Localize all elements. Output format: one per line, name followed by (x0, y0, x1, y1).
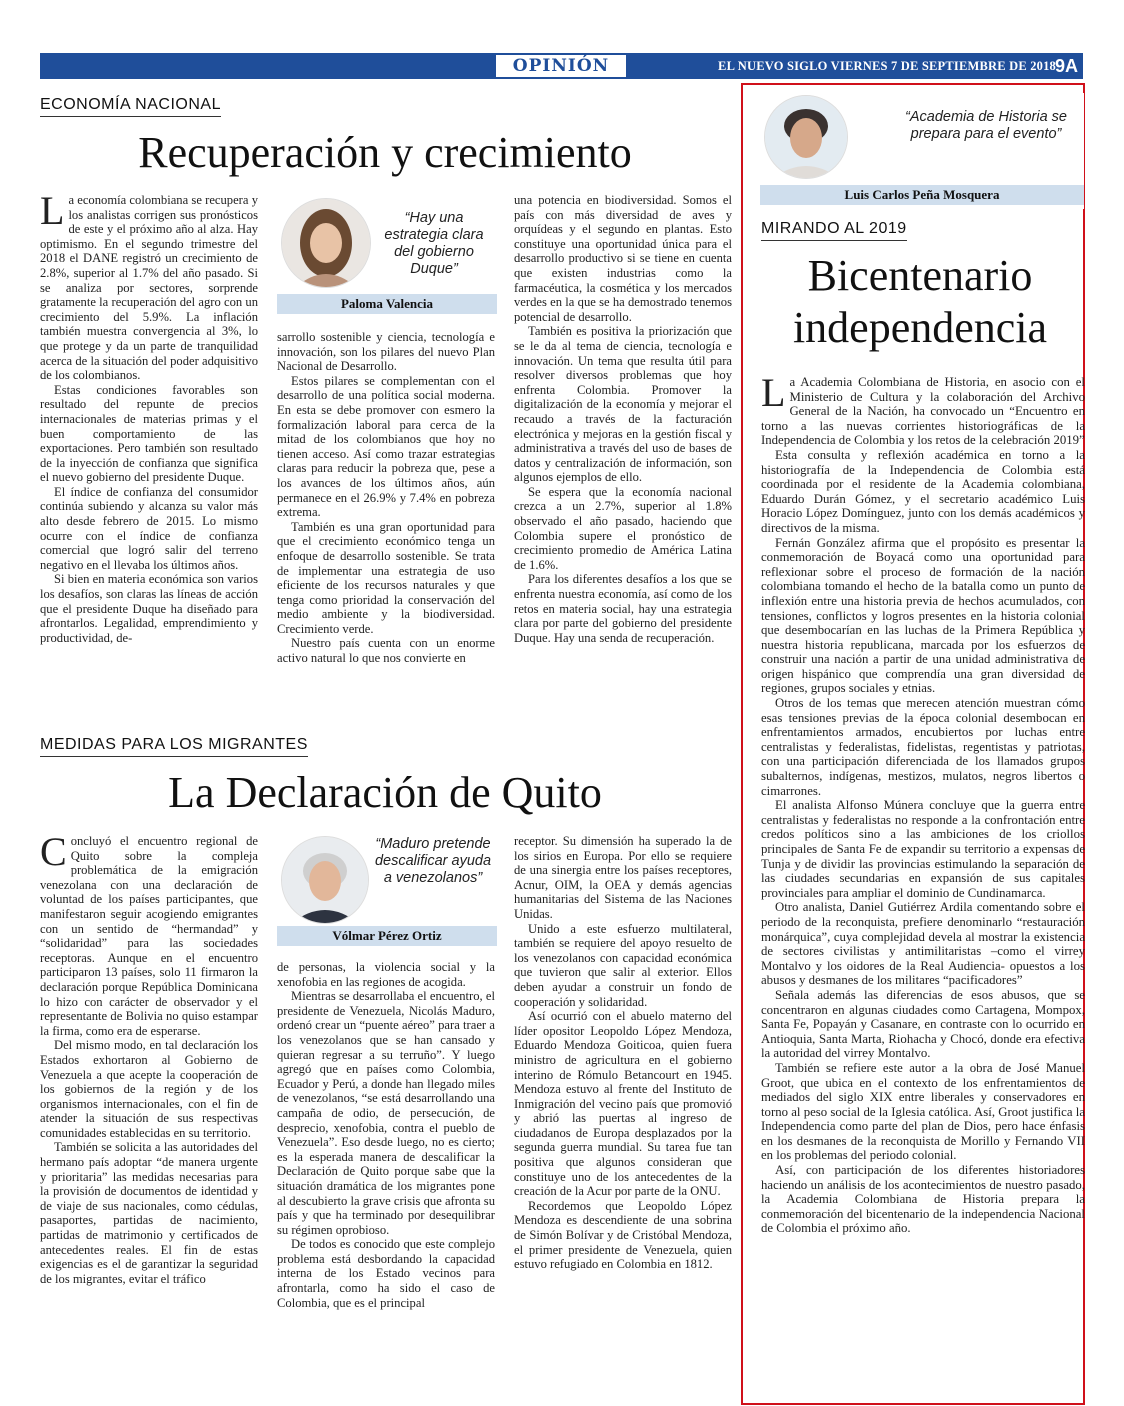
paragraph: También se solicita a las autoridades del hermano país adoptar “de manera urgente y prioritaria” las medidas necesarias para la provisión de documentos de identidad y de viaje de sus nacionales, como cédulas, pasaportes, partidas de nacimiento, partidas de matrimonio y certificados de antecedentes reales. El fin de estas exigencias es el de garantizar la seguridad de los migrantes, evitar el tráfico (40, 1140, 258, 1286)
paragraph: También es una gran oportunidad para que el crecimiento económico tenga un enfoque de desarrollo sostenible. Se trata de implementar una estrategia de uso eficiente de los recursos naturales y que tenga como prioridad la conservación del medio ambiente y la biodiversidad. Crecimiento verde. (277, 519, 495, 636)
pull-quote-box (760, 93, 1084, 209)
paragraph: Otro analista, Daniel Gutiérrez Ardila comentando sobre el periodo de la reconquista, prefiere denominarlo “restauración monárquica”, cuya complejidad devela al mostrar la existencia de sectores civilistas y antimilitaristas –como el virrey Montalvo y los oidores de la Real Audiencia- opuestos a los abusos y desmanes de los militares “pacificadores” (761, 900, 1085, 988)
paragraph: Así, con participación de los diferentes historiadores haciendo un análisis de los acontecimientos de nuestro pasado, la Academia Colombiana de Historia prepara la conmemoración del bicentenario de la independencia Nacional de Colombia el próximo año. (761, 1163, 1085, 1236)
article2-headline: La Declaración de Quito (168, 768, 602, 817)
paragraph: Nuestro país cuenta con un enorme activo natural lo que nos convierte en (277, 636, 495, 666)
page-number: 9A (1054, 56, 1078, 76)
pull-quote-box (277, 190, 497, 316)
drop-cap: C (40, 834, 67, 874)
article3-body (761, 375, 1085, 1350)
paragraph: Esta consulta y reflexión académica en torno a la historiografía de la Independencia de Colombia está coordinada por el residente de la Academia colombiana, Eduardo Durán Gómez, y el secretario académico Luis Horacio López Domínguez, junto con los demás académicos y directivos de la misma. (761, 447, 1085, 535)
paragraph: Así ocurrió con el abuelo materno del líder opositor Leopoldo López Mendoza, Eduardo Mendoza Goiticoa, quien fuera ministro de agricultura en el gobierno interino de Rómulo Betancourt en 1945. Mendoza estuvo al frente del Instituto de Inmigración del vecino país que promovió y abrió las puertas al ingreso de ciudadanos de Europa desplazados por la segunda guerra mundial. Su tarea fue tan positiva que algunos consideran que constituye uno de los antecedentes de la creación de la Acur por parte de la ONU. (514, 1009, 732, 1199)
paragraph: También es positiva la priorización que se le da al tema de ciencia, tecnología e innovación. Un tema que resulta útil para resolver diversos problemas que hoy enfrenta Colombia. Promover la digitalización de la economía y mejorar el recaudo a través de la facturación electrónica y mejoras en la gestión fiscal y administrativa a través del uso de bases de datos y centralización de información, son algunos ejemplos de ello. (514, 324, 732, 485)
paragraph: El analista Alfonso Múnera concluye que la guerra entre centralistas y federalistas no responde a la confrontación entre credos políticos sino a las ambiciones de los criollos principales de Santa Fe de expandir su territorio a expensas de Tunja y de dividir las provincias estimulando la separación de las ciudades secundarias en expansión de sus capitales provinciales para ampliar el dominio de Cundinamarca. (761, 798, 1085, 900)
headline-line: independencia (792, 303, 1048, 352)
paragraph: Otros de los temas que merecen atención muestran cómo esas tensiones previas de la época colonial desembocan en enfrentamientos armados, encubiertos por luchas entre centralistas y federalistas, fidelistas, regentistas y patriotas, con una participación diferenciada de los llamados grupos subalternos, indígenas, mestizos, mulatos, negros libertos o cimarrones. (761, 696, 1085, 798)
author-name: Paloma Valencia (277, 294, 497, 314)
paragraph: Se espera que la economía nacional crezca a un 2.7%, superior al 1.8% observado el año pasado, haciendo que Colombia supere el pronóstico de crecimiento promedio de América Latina de 1.6%. (514, 484, 732, 572)
paragraph: Recordemos que Leopoldo López Mendoza es descendiente de una sobrina de Simón Bolívar y de Cristóbal Mendoza, el primer presidente de Venezuela, quien estuvo refugiado en Colombia en 1812. (514, 1198, 732, 1272)
paragraph: una potencia en biodiversidad. Somos el país con más diversidad de aves y orquídeas y el segundo en plantas. Esto constituye una oportunidad única para el desarrollo productivo si se tiene en cuenta que existen industrias como la farmacéutica, la cosmética y los mercados verdes en la que se ha demostrado tenemos potencial de desarrollo. (514, 193, 732, 324)
article3-kicker: MIRANDO AL 2019 (761, 219, 907, 241)
article2-kicker: MEDIDAS PARA LOS MIGRANTES (40, 735, 308, 757)
paragraph: Mientras se desarrollaba el encuentro, el presidente de Venezuela, Nicolás Maduro, ordenó crear un “puente aéreo” para traer a los venezolanos que se han cansado y quieran regresar a su terruño”. Y luego agregó que en países como Colombia, Ecuador y Perú, a donde han llegado miles de venezolanos, “se está desarrollando una campaña de odio, de persecución, de desprecio, xenofobia, contra el pueblo de Venezuela”. Eso desde luego, no es cierto; es la esperada manera de descalificar la Declaración de Quito porque sabe que la situación dramática de los migrantes pone al descubierto la grave crisis que afronta su país y que ha terminado por desequilibrar su régimen oprobioso. (277, 989, 495, 1237)
author-name: Luis Carlos Peña Mosquera (760, 185, 1084, 205)
paragraph: Del mismo modo, en tal declaración los Estados exhortaron al Gobierno de Venezuela a que acepte la cooperación de los gobiernos de la región y de los organismos internacionales, con el fin de atender la situación de sus respectivas comunidades establecidas en su territorio. (40, 1038, 258, 1140)
pull-quote: “Academia de Historia se prepara para el evento” (905, 109, 1067, 142)
section-label: OPINIÓN (496, 55, 626, 77)
author-portrait (764, 95, 848, 179)
author-name: Vólmar Pérez Ortiz (277, 926, 497, 946)
article1-column-2 (277, 330, 495, 692)
article1-column-1 (40, 193, 258, 693)
drop-cap: L (761, 375, 786, 415)
paragraph: a Academia Colombiana de Historia, en asocio con el Ministerio de Cultura y la colaboración del Archivo General de la Nación, ha convocado un “Encuentro en torno a las nuevas corrientes historiográficas de la Independencia de Colombia y los retos de la celebración 2019” (761, 375, 1085, 448)
paragraph: El índice de confianza del consumidor continúa subiendo y alcanza su valor más alto desde febrero de 2015. Lo mismo ocurre con el índice de confianza comercial que logró salir del terreno negativo en el llevaba los últimos años. (40, 484, 258, 572)
article1-column-3 (514, 193, 732, 693)
article1-headline: Recuperación y crecimiento (138, 128, 632, 177)
pull-quote-box (277, 832, 497, 946)
author-portrait (281, 836, 369, 924)
headline-line: Bicentenario (807, 251, 1033, 300)
paragraph: Fernán González afirma que el propósito es presentar la conmemoración de Boyacá como una oportunidad para reflexionar sobre el proceso de formación de la nación colombiana tomando el hecho de la batalla como un punto de inflexión entre una historia previa de hechos acumulados, con tensiones, conflictos y logros presentes en la historia colonial que desembocarían en las luchas de la Primera República y nuestra historia republicana, marcada por los esfuerzos de construir una nación a partir de una unidad administrativa de origen hispánico que comprendía una gran diversidad de regiones, grupos sociales y etnias. (761, 535, 1085, 696)
paragraph: de personas, la violencia social y la xenofobia en las regiones de acogida. (277, 960, 495, 989)
paragraph: Señala además las diferencias de esos abusos, que se concentraron en algunas ciudades como Cartagena, Mompox, Santa Fe, Popayán y Casanare, en contraste con lo ocurrido en Antioquia, Santa Marta, Riohacha y Chocó, donde era efectiva la autoridad del virrey Montalvo. (761, 987, 1085, 1061)
paragraph: oncluyó el encuentro regional de Quito sobre la compleja problemática de la emigración venezolana con una declaración de voluntad de los países participantes, que manifestaron seguir acogiendo emigrantes con un sentido de “hermandad” y “solidaridad” para las sociedades receptoras. Aunque en el encuentro participaron 13 países, solo 11 firmaron la declaración porque República Dominicana lo hizo con carácter de observador y el representante de Bolivia no quiso estampar la firma, como era de esperarse. (40, 834, 258, 1038)
author-portrait (281, 198, 371, 288)
article3-headline (755, 250, 1085, 354)
pull-quote: “Hay una estrategia clara del gobierno Duque” (384, 210, 484, 277)
paragraph: Estas condiciones favorables son resultado del repunte de precios internacionales de materias primas y el buen comportamiento de las exportaciones. Pero también son resultado de la inyección de confianza que significa el nuevo gobierno del presidente Duque. (40, 382, 258, 485)
article2-column-1 (40, 834, 258, 1354)
article2-column-3 (514, 834, 732, 1354)
paragraph: a economía colombiana se recupera y los analistas corrigen sus pronósticos de este y el próximo año al alza. Hay optimismo. En el segundo trimestre del 2018 el DANE registró un crecimiento de 2.8%, superior al 1.7% del año pasado. Si se analiza por sectores, sorprende gratamente la recuperación del agro con un crecimiento del 5.9%. La inflación también muestra convergencia al 3%, lo que protege y da un parte de tranquilidad acerca de la situación del poder adquisitivo de los colombianos. (40, 193, 258, 383)
paragraph: Estos pilares se complementan con el desarrollo de una política social moderna. En esta se debe promover con esmero la formalización laboral para cerca de la mitad de los colombianos que hoy no tienen acceso. Así como trazar estrategias claras para reducir la pobreza que, pese a los avances de los últimos años, aún permanece en el 26.9% y 7.4% en pobreza extrema. (277, 373, 495, 520)
paragraph: De todos es conocido que este complejo problema está desbordando la capacidad interna de los Estado vecinos para afrontarla, como ha sido el caso de Colombia, que es el principal (277, 1237, 495, 1310)
pull-quote: “Maduro pretende descalificar ayuda a venezolanos” (374, 836, 492, 886)
article1-kicker: ECONOMÍA NACIONAL (40, 95, 221, 117)
drop-cap: L (40, 193, 65, 233)
paper-date-line: EL NUEVO SIGLO VIERNES 7 DE SEPTIEMBRE DE 2018 (718, 59, 1056, 73)
paragraph: Unido a este esfuerzo multilateral, también se requiere del apoyo resuelto de los venezolanos con capacidad económica que tuvieron que salir al exterior. Ellos deben ayudar a construir un fondo de cooperación y solidaridad. (514, 921, 732, 1009)
article2-column-2 (277, 960, 495, 1356)
paragraph: sarrollo sostenible y ciencia, tecnología e innovación, son los pilares del nuevo Plan Nacional de Desarrollo. (277, 330, 495, 374)
paragraph: Para los diferentes desafíos a los que se enfrenta nuestra economía, así como de los retos en materia social, hay una estrategia clara por parte del gobierno del presidente Duque. Hay una senda de recuperación. (514, 572, 732, 645)
paragraph: También se refiere este autor a la obra de José Manuel Groot, que ubica en el contexto de los enfrentamientos de mediados del siglo XIX entre liberales y conservadores en torno al peso social de la Iglesia católica. Así, Groot justifica la Independencia como parte del plan de Dios, pero hace énfasis en los desmanes de la reconquista de Morillo y Fernando VII en los problemas del periodo colonial. (761, 1060, 1085, 1163)
paragraph: Si bien en materia económica son varios los desafíos, son claras las líneas de acción que el presidente Duque ha diseñado para afrontarlos. Legalidad, emprendimiento y productividad, de- (40, 572, 258, 645)
paragraph: receptor. Su dimensión ha superado la de los sirios en Europa. Por ello se requiere de una sinergia entre los países receptores, Acnur, OIM, la OEA y demás agencias humanitarias del Sistema de las Naciones Unidas. (514, 834, 732, 921)
